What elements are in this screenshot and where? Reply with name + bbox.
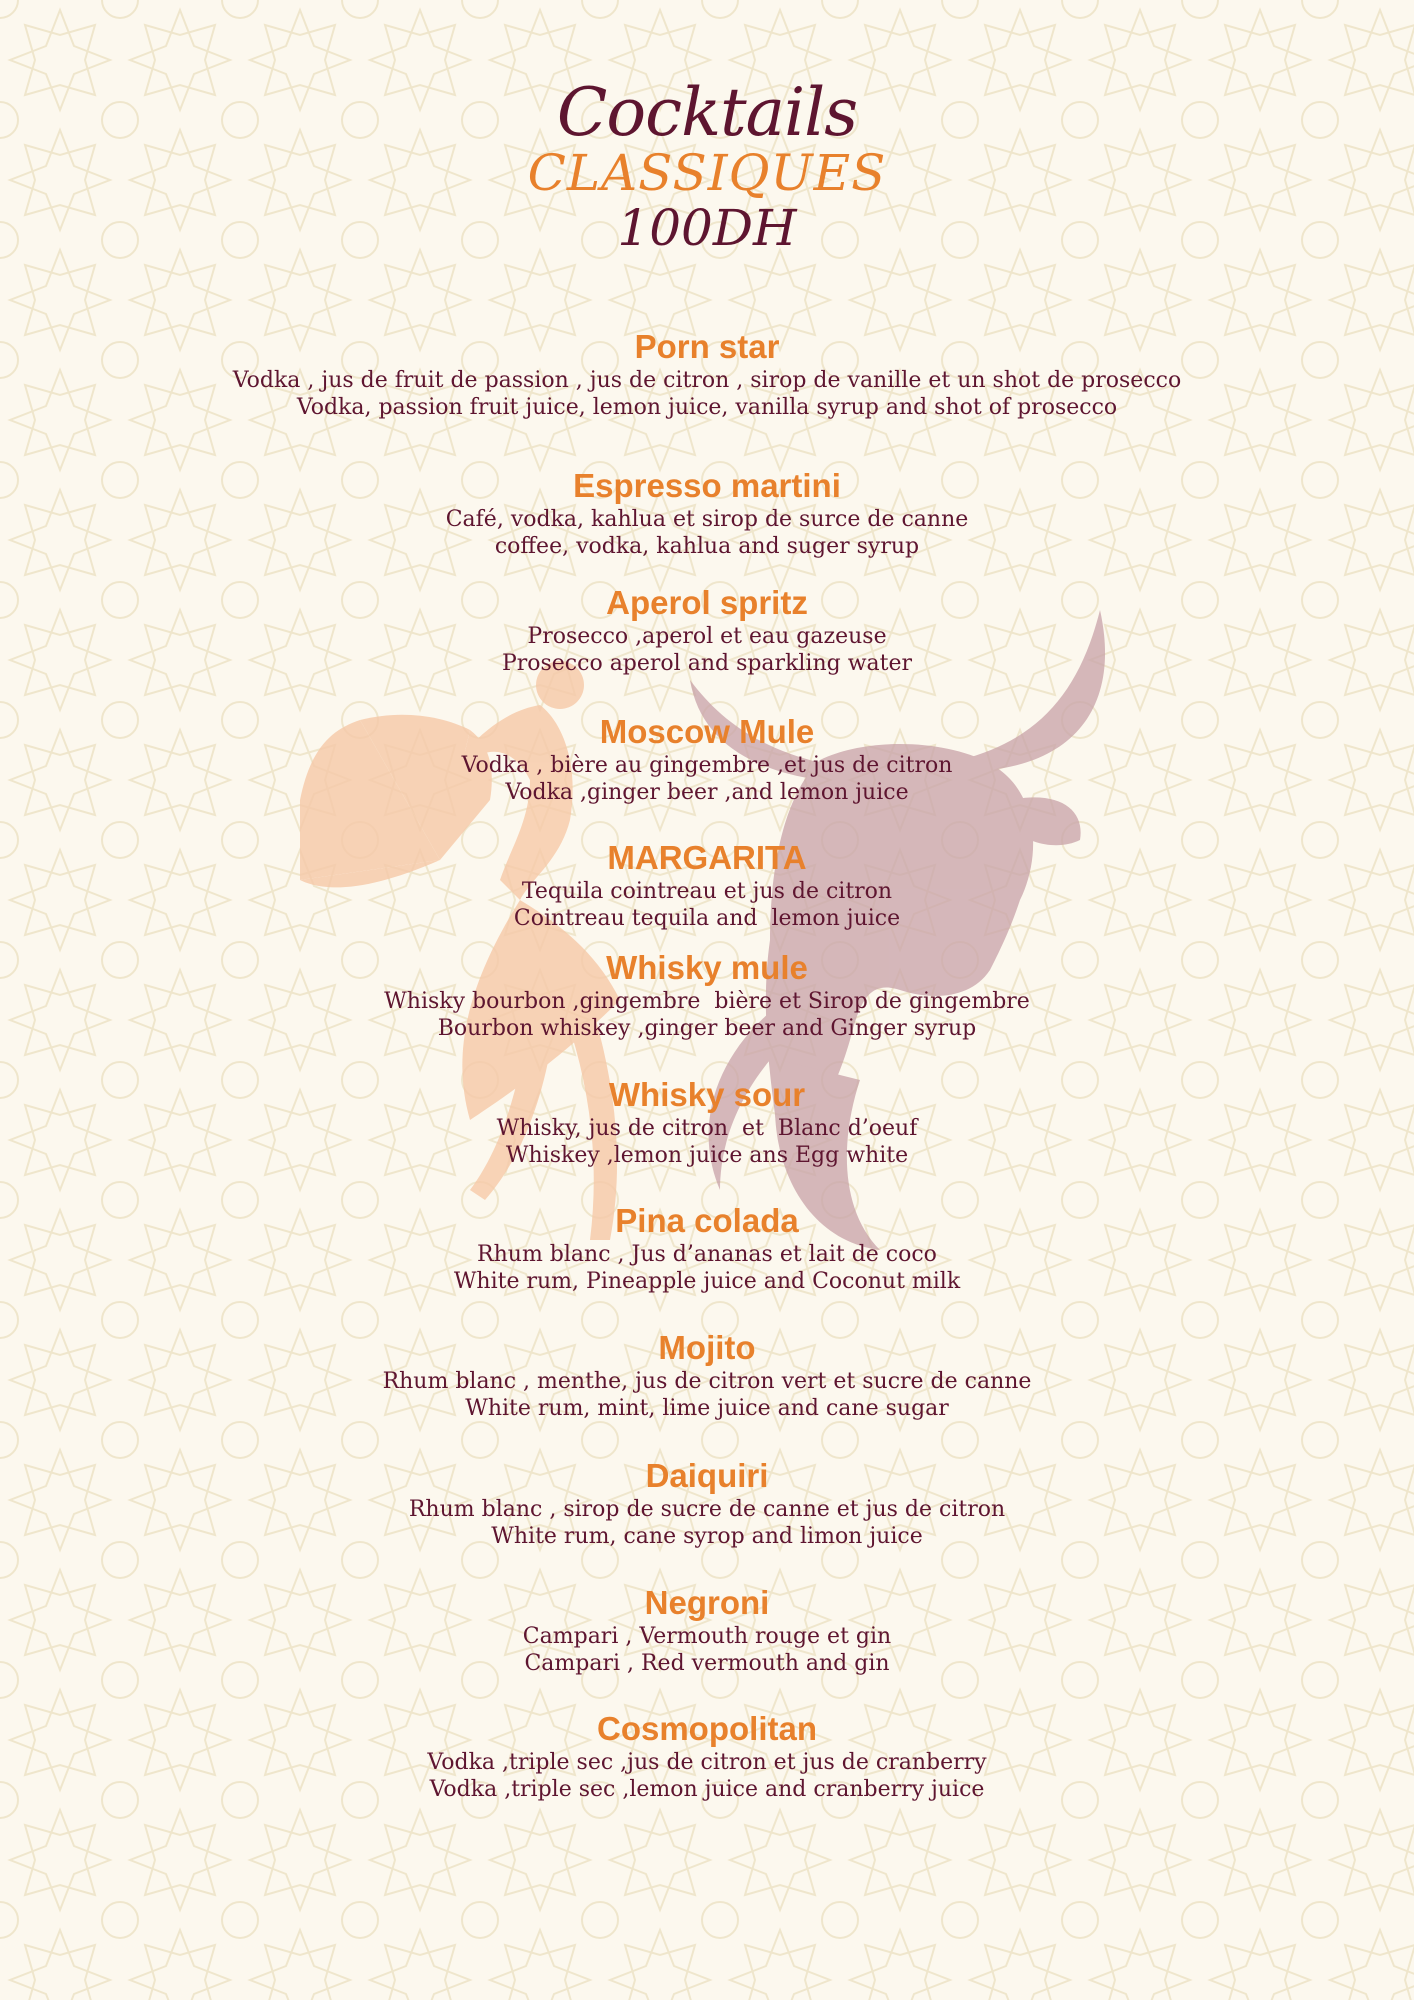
description-en: White rum, cane syrop and limon juice xyxy=(491,1524,923,1549)
menu-item xyxy=(0,1328,1414,1422)
price-label: 100DH xyxy=(617,199,797,257)
script-title: Cocktails xyxy=(556,74,858,151)
cocktail-name: Porn star xyxy=(634,328,780,365)
description-fr: Whisky, jus de citron et Blanc d’oeuf xyxy=(496,1116,918,1141)
description-en: White rum, mint, lime juice and cane sugar xyxy=(465,1396,949,1421)
menu-item xyxy=(0,1201,1414,1295)
cocktail-name: Whisky mule xyxy=(606,949,808,986)
menu-item xyxy=(0,1583,1414,1677)
description-en: Cointreau tequila and lemon juice xyxy=(513,906,901,931)
cocktail-name: Daiquiri xyxy=(645,1457,769,1494)
cocktail-name: MARGARITA xyxy=(607,839,807,876)
description-fr: Vodka ,triple sec ,jus de citron et jus de cranberry xyxy=(427,1750,987,1775)
menu-item xyxy=(0,583,1414,677)
menu-item xyxy=(0,948,1414,1042)
description-fr: Rhum blanc , sirop de sucre de canne et jus de citron xyxy=(408,1497,1006,1522)
description-fr: Café, vodka, kahlua et sirop de surce de canne xyxy=(445,507,969,532)
cocktail-name: Negroni xyxy=(644,1584,770,1621)
menu-item xyxy=(0,1709,1414,1803)
description-en: Vodka ,triple sec ,lemon juice and cranberry juice xyxy=(429,1777,985,1802)
description-fr: Vodka , bière au gingembre ,et jus de citron xyxy=(461,753,953,778)
description-fr: Whisky bourbon ,gingembre bière et Sirop de gingembre xyxy=(384,989,1030,1014)
description-en: Whiskey ,lemon juice ans Egg white xyxy=(505,1143,909,1168)
description-fr: Campari , Vermouth rouge et gin xyxy=(522,1624,892,1649)
description-en: coffee, vodka, kahlua and suger syrup xyxy=(494,534,920,559)
cocktail-name: Mojito xyxy=(658,1329,756,1366)
cocktail-name: Espresso martini xyxy=(573,467,841,504)
menu-item xyxy=(0,1456,1414,1550)
menu-item xyxy=(0,712,1414,806)
description-fr: Rhum blanc , Jus d’ananas et lait de coco xyxy=(477,1242,937,1267)
page-title: CLASSIQUES xyxy=(527,144,887,202)
description-en: Vodka ,ginger beer ,and lemon juice xyxy=(505,780,909,805)
description-en: Bourbon whiskey ,ginger beer and Ginger syrup xyxy=(437,1016,977,1041)
menu-item xyxy=(0,1075,1414,1169)
menu-header xyxy=(0,70,1414,258)
cocktail-name: Aperol spritz xyxy=(606,584,808,621)
description-fr: Vodka , jus de fruit de passion , jus de citron , sirop de vanille et un shot de prosecco xyxy=(232,368,1182,393)
menu-item xyxy=(0,838,1414,932)
description-fr: Prosecco ,aperol et eau gazeuse xyxy=(527,624,887,649)
description-en: White rum, Pineapple juice and Coconut milk xyxy=(453,1269,961,1294)
description-en: Prosecco aperol and sparkling water xyxy=(501,651,913,676)
cocktail-name: Cosmopolitan xyxy=(597,1710,817,1747)
menu-item xyxy=(0,327,1414,421)
menu-item xyxy=(0,466,1414,560)
cocktail-name: Moscow Mule xyxy=(599,713,815,750)
description-fr: Rhum blanc , menthe, jus de citron vert et sucre de canne xyxy=(382,1369,1032,1394)
description-fr: Tequila cointreau et jus de citron xyxy=(521,879,893,904)
cocktail-name: Pina colada xyxy=(615,1202,799,1239)
description-en: Campari , Red vermouth and gin xyxy=(524,1651,890,1676)
description-en: Vodka, passion fruit juice, lemon juice, vanilla syrup and shot of prosecco xyxy=(296,395,1118,420)
cocktail-name: Whisky sour xyxy=(608,1076,806,1113)
